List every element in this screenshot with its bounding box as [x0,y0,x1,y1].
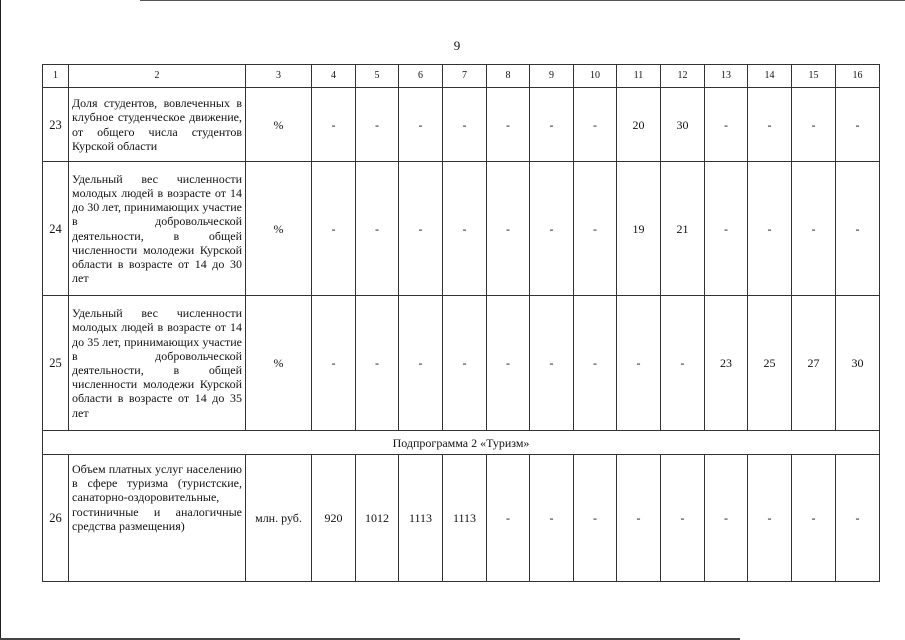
value-cell: - [356,162,399,296]
value-cell: - [836,88,880,162]
value-cell: - [792,162,836,296]
row-number: 25 [43,296,69,431]
column-header: 9 [530,65,574,88]
value-cell: - [748,455,792,582]
value-cell: - [705,162,748,296]
value-cell: - [574,162,617,296]
value-cell: - [356,296,399,431]
value-cell: - [617,455,661,582]
value-cell: - [312,88,356,162]
unit-cell: млн. руб. [246,455,312,582]
column-header: 6 [399,65,443,88]
value-cell: - [443,296,487,431]
column-header: 15 [792,65,836,88]
value-cell: - [487,296,530,431]
value-cell: - [748,162,792,296]
value-cell: 20 [617,88,661,162]
indicator-description: Удельный вес численности молодых людей в возрасте от 14 до 35 лет, принимающих участие в добровольческой деятельности, в общей численности молодежи Курской области в возрасте от 14 до 35 лет [69,296,246,431]
indicator-description: Доля студентов, вовлеченных в клубное студенческое движение, от общего числа студентов Курской области [69,88,246,162]
column-header: 12 [661,65,705,88]
column-header: 5 [356,65,399,88]
row-number: 23 [43,88,69,162]
value-cell: - [530,162,574,296]
column-header: 14 [748,65,792,88]
page-frame-left-edge [0,0,1,640]
subprogram-title: Подпрограмма 2 «Туризм» [43,431,880,455]
value-cell: 27 [792,296,836,431]
value-cell: - [617,296,661,431]
row-number: 26 [43,455,69,582]
value-cell: - [487,455,530,582]
column-header: 13 [705,65,748,88]
column-header: 7 [443,65,487,88]
indicators-table [42,64,880,582]
value-cell: - [312,162,356,296]
value-cell: 23 [705,296,748,431]
value-cell: 19 [617,162,661,296]
column-header: 1 [43,65,69,88]
page-number: 9 [453,38,461,53]
table-header-row [43,65,880,88]
value-cell: 1113 [399,455,443,582]
column-header: 11 [617,65,661,88]
row-number: 24 [43,162,69,296]
value-cell: 1113 [443,455,487,582]
column-header: 2 [69,65,246,88]
value-cell: 920 [312,455,356,582]
value-cell: - [399,162,443,296]
value-cell: - [530,296,574,431]
value-cell: - [530,88,574,162]
value-cell: 30 [661,88,705,162]
value-cell: - [705,455,748,582]
column-header: 4 [312,65,356,88]
table-row [43,88,880,162]
value-cell: - [443,162,487,296]
value-cell: - [356,88,399,162]
unit-cell: % [246,162,312,296]
value-cell: - [836,162,880,296]
unit-cell: % [246,88,312,162]
column-header: 10 [574,65,617,88]
indicator-description: Удельный вес численности молодых людей в возрасте от 14 до 30 лет, принимающих участие в добровольческой деятельности, в общей численности молодежи Курской области в возрасте от 14 до 30 лет [69,162,246,296]
value-cell: - [399,296,443,431]
unit-cell: % [246,296,312,431]
column-header: 16 [836,65,880,88]
value-cell: - [661,296,705,431]
value-cell: - [661,455,705,582]
page-frame-top-edge [140,0,905,1]
value-cell: 30 [836,296,880,431]
table-row [43,162,880,296]
indicator-description: Объем платных услуг населению в сфере туризма (туристские, санаторно-оздоровительные, гостиничные и аналогичные средства размещения) [69,455,246,582]
value-cell: - [705,88,748,162]
value-cell: - [399,88,443,162]
value-cell: - [792,455,836,582]
table-row [43,455,880,582]
value-cell: - [312,296,356,431]
value-cell: - [487,88,530,162]
table-row [43,296,880,431]
subprogram-heading-row [43,431,880,455]
value-cell: 1012 [356,455,399,582]
column-header: 8 [487,65,530,88]
value-cell: - [748,88,792,162]
value-cell: 21 [661,162,705,296]
column-header: 3 [246,65,312,88]
value-cell: 25 [748,296,792,431]
value-cell: - [487,162,530,296]
value-cell: - [574,88,617,162]
value-cell: - [574,455,617,582]
value-cell: - [530,455,574,582]
value-cell: - [443,88,487,162]
value-cell: - [792,88,836,162]
value-cell: - [836,455,880,582]
value-cell: - [574,296,617,431]
